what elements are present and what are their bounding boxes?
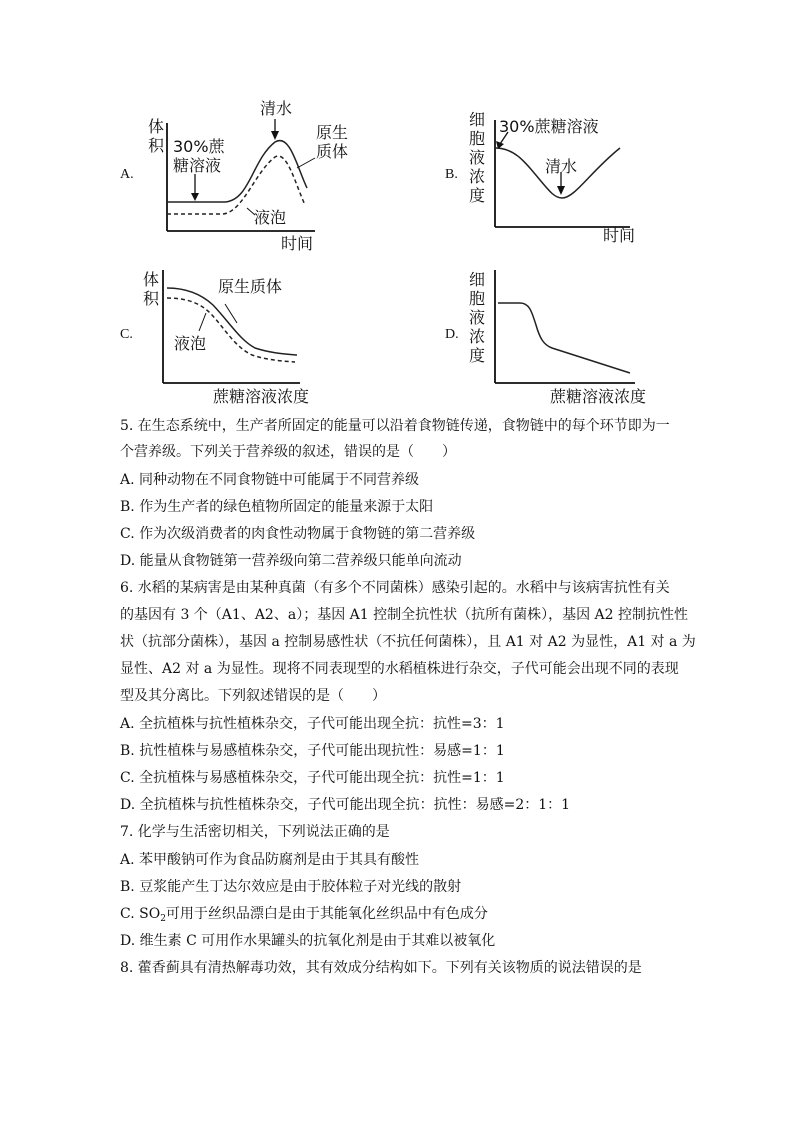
q7-option-a: A. 苯甲酸钠可作为食品防腐剂是由于其具有酸性	[120, 852, 420, 868]
q7-option-b: B. 豆浆能产生丁达尔效应是由于胶体粒子对光线的散射	[120, 879, 462, 895]
q6-option-b: B. 抗性植株与易感植株杂交，子代可能出现抗性：易感=1：1	[120, 743, 505, 759]
graph-a-water-label: 清水	[260, 99, 293, 118]
q6-option-c: C. 全抗植株与易感植株杂交，子代可能出现全抗：抗性=1：1	[120, 770, 505, 786]
graph-a-water-arrowhead	[271, 131, 279, 140]
graph-a-protoplast-label-2: 质体	[316, 142, 349, 161]
q5-option-c: C. 作为次级消费者的肉食性动物属于食物链的第二营养级	[120, 526, 476, 542]
q7-option-c-prefix: C. SO	[120, 906, 161, 922]
q5-option-d: D. 能量从食物链第一营养级向第二营养级只能单向流动	[120, 553, 462, 569]
graph-d-letter: D.	[445, 327, 459, 342]
q7-option-c-subscript: 2	[160, 914, 166, 924]
q6-stem-line-5: 型及其分离比。下列叙述错误的是（ ）	[120, 688, 386, 704]
q5-option-b: B. 作为生产者的绿色植物所固定的能量来源于太阳	[120, 499, 434, 515]
graph-b-y-label: 细胞液浓度	[469, 110, 486, 205]
q5-stem-line-2: 个营养级。下列关于营养级的叙述，错误的是（ ）	[120, 444, 456, 460]
graph-b	[440, 110, 650, 250]
graph-d-x-label: 蔗糖溶液浓度	[550, 387, 647, 406]
graph-a	[115, 95, 349, 255]
q6-stem-line-2: 的基因有 3 个（A1、A2、a）；基因 A1 控制全抗性状（抗所有菌株），基因 A2 控制抗性性	[120, 607, 689, 623]
graph-b-letter: B.	[445, 167, 458, 182]
q7-stem: 7. 化学与生活密切相关，下列说法正确的是	[120, 824, 390, 840]
graph-d-concentration-curve	[498, 303, 630, 373]
q5-stem-line-1: 5. 在生态系统中，生产者所固定的能量可以沿着食物链传递，食物链中的每个环节即为一	[120, 418, 670, 434]
graph-a-y-label: 体积	[148, 117, 165, 155]
graph-a-sucrose-arrowhead	[191, 193, 199, 201]
q7-option-c	[120, 904, 488, 929]
q6-stem-line-3: 状（抗部分菌株），基因 a 控制易感性状（不抗任何菌株），且 A1 对 A2 为显性，A1 对 a 为	[120, 634, 696, 650]
graph-c-vacuole-label: 液泡	[174, 334, 207, 353]
graph-a-protoplast-label-1: 原生	[316, 123, 349, 142]
graph-a-sucrose-label-2: 糖溶液	[173, 156, 222, 175]
graph-c-y-label: 体积	[143, 270, 160, 308]
graph-a-x-label: 时间	[281, 234, 314, 253]
graph-d-y-label: 细胞液浓度	[469, 270, 486, 365]
graph-a-vacuole-label: 液泡	[254, 208, 287, 227]
q6-option-a: A. 全抗植株与抗性植株杂交，子代可能出现全抗：抗性=3：1	[120, 716, 505, 732]
graph-c	[115, 265, 335, 410]
graph-a-sucrose-label-1: 30%蔗	[173, 137, 225, 156]
q6-stem-line-4: 显性、A2 对 a 为显性。现将不同表现型的水稻植株进行杂交，子代可能会出现不同的表现	[120, 661, 679, 677]
q6-stem-line-1: 6. 水稻的某病害是由某种真菌（有多个不同菌株）感染引起的。水稻中与该病害抗性有关	[120, 580, 670, 596]
graph-c-protoplast-label: 原生质体	[218, 277, 283, 296]
graph-b-water-label: 清水	[545, 157, 578, 176]
graph-b-x-label: 时间	[603, 226, 636, 245]
graph-b-sucrose-label: 30%蔗糖溶液	[499, 117, 599, 136]
graph-c-x-label: 蔗糖溶液浓度	[213, 387, 310, 406]
graph-a-letter: A.	[120, 167, 134, 182]
q7-option-c-suffix: 可用于丝织品漂白是由于其能氧化丝织品中有色成分	[165, 906, 488, 922]
q6-option-d: D. 全抗植株与抗性植株杂交，子代可能出现全抗：抗性：易感=2：1：1	[120, 797, 571, 813]
q7-option-d: D. 维生素 C 可用作水果罐头的抗氧化剂是由于其难以被氧化	[120, 933, 496, 949]
graph-c-vacuole-pointer	[199, 313, 206, 331]
graph-d	[440, 265, 655, 410]
graph-c-letter: C.	[120, 327, 133, 342]
q5-option-a: A. 同种动物在不同食物链中可能属于不同营养级	[120, 472, 420, 488]
q8-stem: 8. 藿香蓟具有清热解毒功效，其有效成分结构如下。下列有关该物质的说法错误的是	[120, 960, 642, 976]
graph-a-protoplast-pointer	[297, 158, 315, 168]
graph-b-water-arrowhead	[557, 186, 565, 195]
